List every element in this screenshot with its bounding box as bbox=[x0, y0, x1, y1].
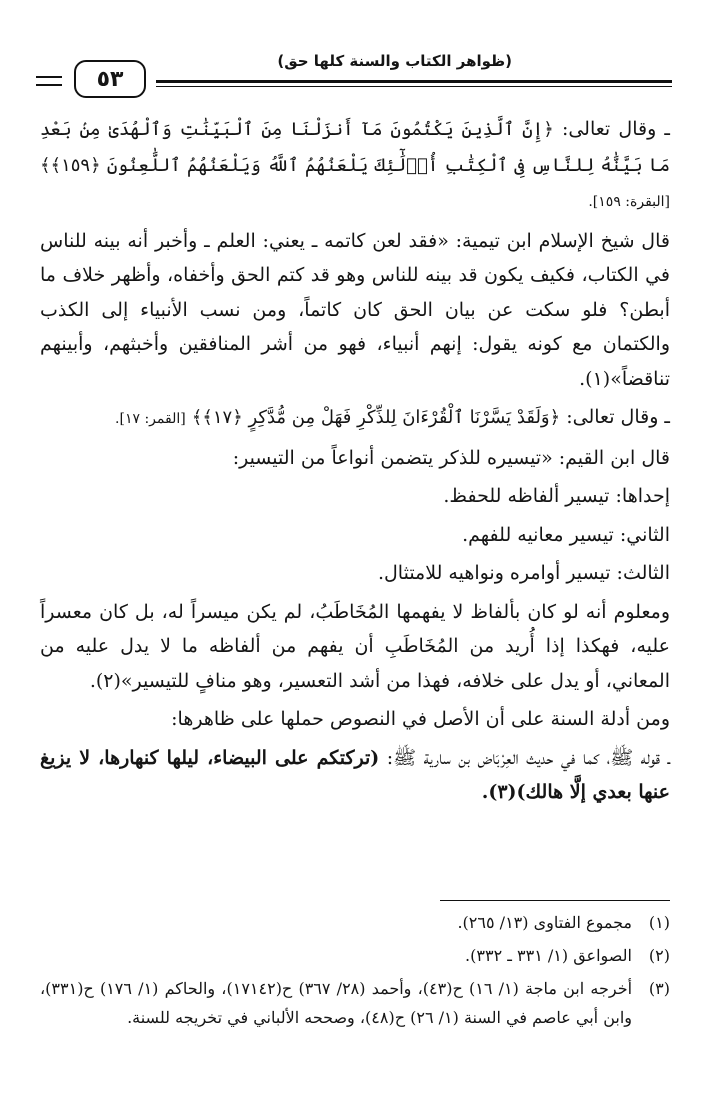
footnote-number: (١) bbox=[648, 913, 670, 932]
footnotes bbox=[40, 908, 670, 1036]
hadith-text: (تركتكم على البيضاء، ليلها كنهارها، لا يزيغ عنها بعدي إلَّا هالك)(٣). bbox=[40, 746, 670, 803]
paragraph bbox=[40, 400, 670, 437]
quran-verse: ﴿وَلَقَدْ يَسَّرْنَا ٱلْقُرْءَانَ لِلذِّكْرِ فَهَلْ مِن مُّدَّكِرٍ ﴿١٧﴾﴾ bbox=[191, 407, 561, 428]
paragraph: الثالث: تيسير أوامره ونواهيه للامتثال. bbox=[377, 562, 670, 584]
footnote-number: (٢) bbox=[648, 946, 670, 965]
header-dash bbox=[36, 76, 62, 78]
paragraph: قال شيخ الإسلام ابن تيمية: «فقد لعن كاتمه ـ يعني: العلم ـ وأخبر أنه بينه للناس في الكتاب، فكيف يكون قد بينه للناس وهو قد كتم الحق وأخفاه، وأظهر خلاف ما أبطن؟ فلو سكت عن بيان الحق كان كاتماً، ومن نسب الأنبياء إلى الكذب والكتمان مع كونه يقول: إنهم أنبياء، فهو من أشر المنافقين وأخبثهم، وأبينهم تناقضاً»(١). bbox=[40, 229, 670, 390]
paragraph: قال ابن القيم: «تيسيره للذكر يتضمن أنواعاً من التيسير: bbox=[232, 446, 670, 469]
hadith-intro: ـ قوله ﷺ، كما في حديث العِرْبَاض بن سارية ﷺ: bbox=[386, 746, 670, 769]
verse-reference: [القمر: ١٧]. bbox=[115, 411, 186, 427]
quran-verse: ﴿إِنَّ ٱلَّذِينَ يَكْتُمُونَ مَآ أَنزَلْنَا مِنَ ٱلْبَيِّنَٰتِ وَٱلْهُدَىٰ مِنۢ بَعْدِ مَا بَيَّنَّٰهُ لِلنَّاسِ فِى ٱلْكِتَٰبِ أُو۟لَٰٓئِكَ يَلْعَنُهُمُ ٱللَّهُ وَيَلْعَنُهُمُ ٱللَّٰعِنُونَ ﴿١٥٩﴾﴾ bbox=[40, 119, 670, 176]
verse-intro: ـ وقال تعالى: bbox=[566, 406, 670, 428]
footnote bbox=[40, 941, 670, 970]
verse-reference: [البقرة: ١٥٩]. bbox=[588, 194, 670, 210]
paragraph bbox=[40, 741, 670, 810]
running-title: (ظواهر الكتاب والسنة كلها حق) bbox=[277, 52, 512, 70]
paragraph: ومعلوم أنه لو كان بألفاظ لا يفهمها المُخَاطَبُ، لم يكن ميسراً له، بل كان معسراً عليه، فهكذا إذا أُريد من المُخَاطَبِ أن يفهم من ألفاظه ما لا يدل عليه من المعاني، أو يدل على خلافه، فهذا من أشد التعسير، وهو منافٍ للتيسير»(٢). bbox=[40, 600, 670, 692]
paragraph bbox=[40, 112, 670, 220]
paragraph: ومن أدلة السنة على أن الأصل في النصوص حملها على ظاهرها: bbox=[171, 708, 670, 730]
main-text bbox=[40, 112, 670, 814]
header-rule bbox=[156, 80, 672, 83]
footnote-text: مجموع الفتاوى (١٣/ ٢٦٥). bbox=[457, 913, 632, 932]
footnote bbox=[40, 908, 670, 937]
footnote-separator bbox=[440, 900, 670, 901]
paragraph: الثاني: تيسير معانيه للفهم. bbox=[462, 523, 670, 546]
header-dash bbox=[36, 84, 62, 86]
page-header bbox=[36, 52, 672, 92]
page-number: ٥٣ bbox=[74, 60, 146, 98]
footnote bbox=[40, 974, 670, 1032]
paragraph: إحداها: تيسير ألفاظه للحفظ. bbox=[443, 485, 670, 507]
footnote-text: الصواعق (١/ ٣٣١ ـ ٣٣٢). bbox=[465, 946, 632, 965]
header-rule bbox=[156, 86, 672, 87]
verse-intro: ـ وقال تعالى: bbox=[561, 118, 670, 140]
footnote-text: أخرجه ابن ماجة (١/ ١٦) ح(٤٣)، وأحمد (٢٨/ ٣٦٧) ح(١٧١٤٢)، والحاكم (١/ ١٧٦) ح(٣٣١)، وابن أبي عاصم في السنة (١/ ٢٦) ح(٤٨)، وصححه الألباني في تخريجه للسنة. bbox=[40, 979, 633, 1027]
footnote-number: (٣) bbox=[648, 979, 670, 998]
